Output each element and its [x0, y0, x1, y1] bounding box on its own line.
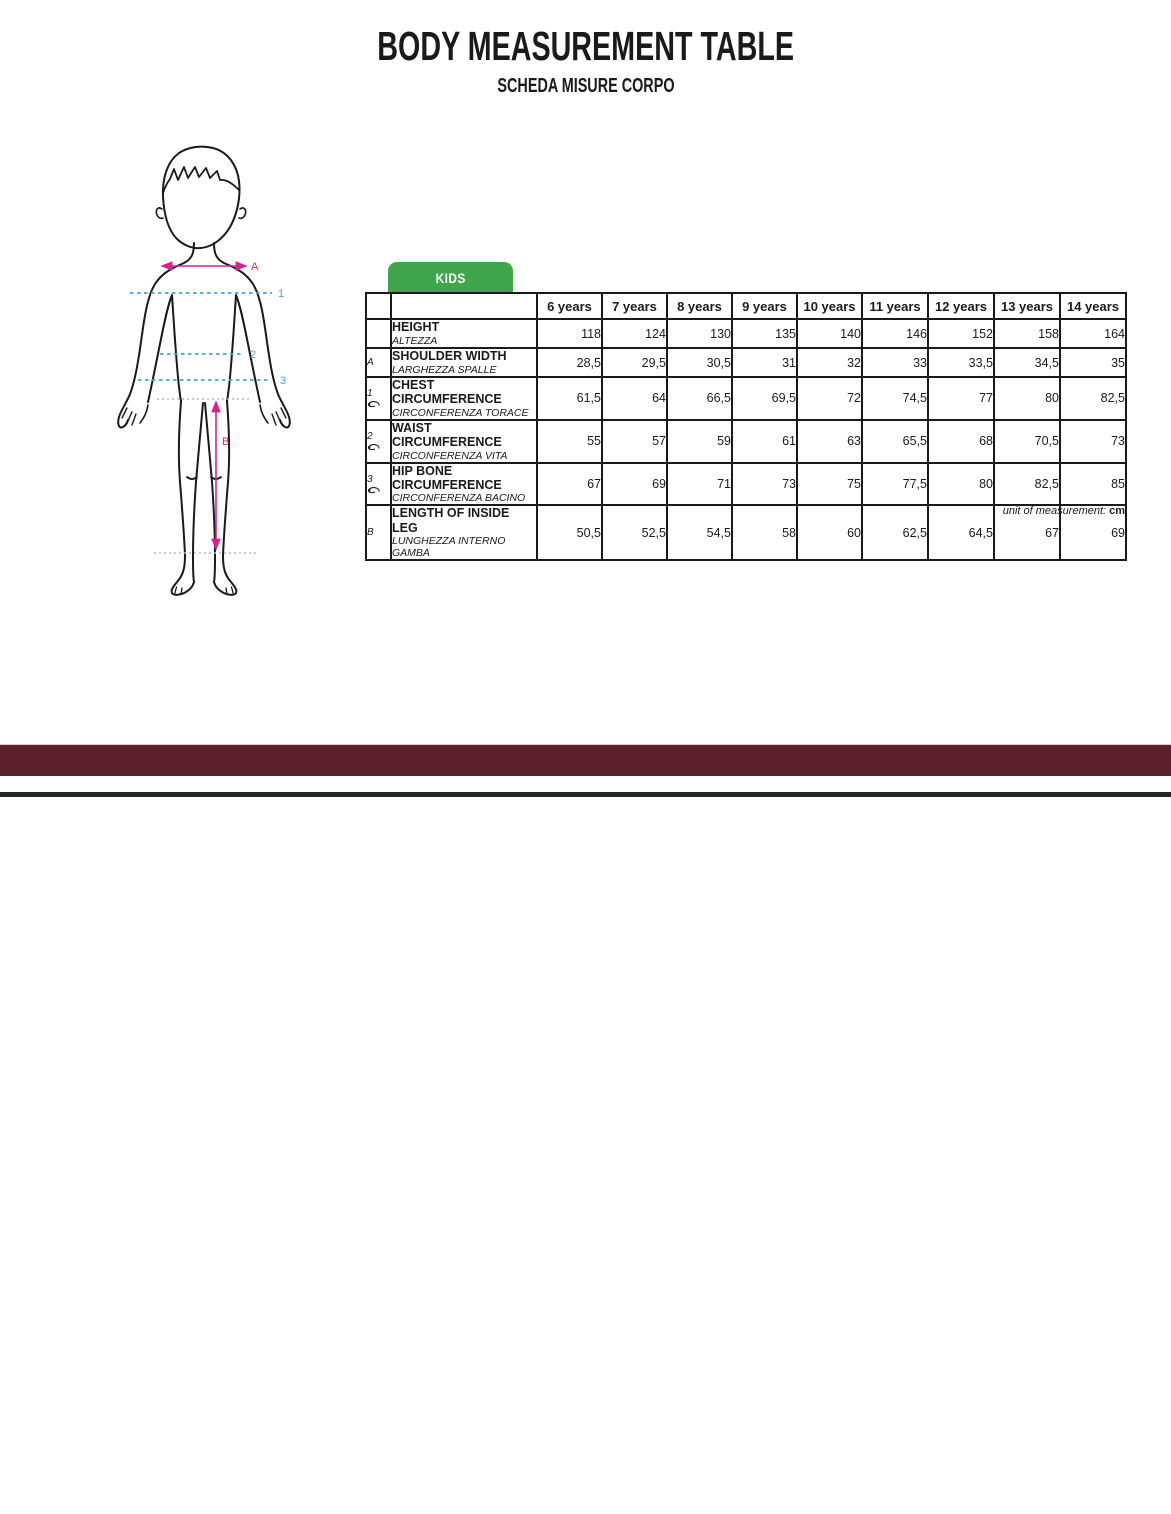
measurement-cell: 73: [732, 463, 797, 506]
row-label-cell: [391, 348, 537, 377]
row-marker: [366, 319, 391, 348]
measurement-cell: 74,5: [862, 377, 928, 420]
row-marker: [366, 377, 391, 420]
row-label-en: WAIST CIRCUMFERENCE: [392, 420, 502, 450]
row-marker-number: 2: [367, 430, 373, 442]
row-marker: B: [366, 505, 391, 560]
column-header: 9 years: [732, 293, 797, 319]
unit-of-measurement-note: [365, 505, 1125, 517]
label-2: 2: [250, 349, 257, 361]
row-label-cell: [391, 463, 537, 506]
measurement-cell: 77: [928, 377, 994, 420]
table-header-row: [366, 293, 1126, 319]
measurement-cell: 34,5: [994, 348, 1060, 377]
footer-brand-bar: [0, 744, 1171, 776]
measurement-cell: 64,5: [928, 505, 994, 560]
measurement-cell: 69: [1060, 505, 1126, 560]
measurement-cell: 59: [667, 420, 732, 463]
measurement-cell: 68: [928, 420, 994, 463]
body-figure: [95, 135, 325, 615]
column-header: 8 years: [667, 293, 732, 319]
measurement-cell: 75: [797, 463, 862, 506]
measurement-cell: 29,5: [602, 348, 667, 377]
row-marker: A: [366, 348, 391, 377]
header-marker-col: [366, 293, 391, 319]
measurement-cell: 55: [537, 420, 602, 463]
girth-arrow-icon: [367, 400, 381, 408]
row-marker-number: 1: [367, 387, 373, 399]
table-row-height: [366, 319, 1126, 348]
measurement-cell: 67: [994, 505, 1060, 560]
column-header: 6 years: [537, 293, 602, 319]
row-label-cell: [391, 319, 537, 348]
measurement-cell: 64: [602, 377, 667, 420]
column-header: 11 years: [862, 293, 928, 319]
bottom-page-edge: [0, 792, 1171, 797]
page-subheader: [0, 76, 1171, 97]
measurement-cell: 32: [797, 348, 862, 377]
unit-note-text: unit of measurement:: [1002, 505, 1107, 517]
row-label-en: LENGTH OF INSIDE LEG: [392, 506, 510, 535]
measurement-cell: 158: [994, 319, 1060, 348]
row-label-it: CIRCONFERENZA TORACE: [392, 406, 529, 419]
measurement-cell: 69,5: [732, 377, 797, 420]
row-label-it: CIRCONFERENZA VITA: [392, 449, 508, 462]
measurement-cell: 152: [928, 319, 994, 348]
column-header: 14 years: [1060, 293, 1126, 319]
row-marker-number: 3: [367, 473, 373, 485]
measurement-cell: 60: [797, 505, 862, 560]
label-B: B: [222, 436, 230, 448]
page-subtitle: SCHEDA MISURE CORPO: [496, 75, 675, 97]
row-label-en: HIP BONE CIRCUMFERENCE: [392, 463, 502, 492]
measurement-cell: 69: [602, 463, 667, 506]
measurement-cell: 164: [1060, 319, 1126, 348]
hair-fringe: [163, 167, 239, 193]
row-label-en: HEIGHT: [392, 320, 440, 335]
label-1: 1: [278, 288, 285, 300]
table-row-chest: [366, 377, 1126, 420]
head-outline: [163, 147, 240, 249]
measurement-cell: 61: [732, 420, 797, 463]
measurement-cell: 135: [732, 319, 797, 348]
right-ear: [239, 208, 246, 218]
page-header: [0, 23, 1171, 69]
tab-kids[interactable]: [388, 262, 513, 293]
body-measurement-table: [365, 292, 1127, 561]
row-label-it: ALTEZZA: [392, 334, 438, 347]
measurement-cell: 33: [862, 348, 928, 377]
measurement-cell: 52,5: [602, 505, 667, 560]
row-label-en: SHOULDER WIDTH: [392, 349, 507, 364]
girth-arrow-icon: [367, 443, 381, 451]
measurement-cell: 130: [667, 319, 732, 348]
column-header: 13 years: [994, 293, 1060, 319]
measurement-cell: 63: [797, 420, 862, 463]
measurement-cell: 57: [602, 420, 667, 463]
measurement-cell: 80: [994, 377, 1060, 420]
measurement-cell: 58: [732, 505, 797, 560]
measurement-cell: 82,5: [994, 463, 1060, 506]
measurement-cell: 71: [667, 463, 732, 506]
table-row-shoulder-width: [366, 348, 1126, 377]
measurement-cell: 124: [602, 319, 667, 348]
measurement-cell: 35: [1060, 348, 1126, 377]
measurement-cell: 77,5: [862, 463, 928, 506]
column-header: 12 years: [928, 293, 994, 319]
row-label-cell: [391, 420, 537, 463]
child-outline: [118, 147, 290, 595]
header-label-col: [391, 293, 537, 319]
measurement-cell: 67: [537, 463, 602, 506]
row-label-cell: [391, 377, 537, 420]
label-3: 3: [280, 375, 287, 387]
page-title: BODY MEASUREMENT TABLE: [377, 23, 794, 69]
measurement-cell: 50,5: [537, 505, 602, 560]
measurement-cell: 73: [1060, 420, 1126, 463]
tab-kids-label: KIDS: [435, 269, 466, 286]
measurement-cell: 118: [537, 319, 602, 348]
measurement-cell: 66,5: [667, 377, 732, 420]
left-ear: [156, 208, 163, 218]
row-marker: [366, 463, 391, 506]
row-label-it: CIRCONFERENZA BACINO: [392, 492, 526, 505]
measurement-cell: 31: [732, 348, 797, 377]
measurement-cell: 72: [797, 377, 862, 420]
measurement-cell: 82,5: [1060, 377, 1126, 420]
unit-note-unit: cm: [1109, 505, 1125, 517]
measurement-cell: 146: [862, 319, 928, 348]
measurement-cell: 62,5: [862, 505, 928, 560]
measurement-cell: 65,5: [862, 420, 928, 463]
measurement-cell: 140: [797, 319, 862, 348]
row-label-it: LARGHEZZA SPALLE: [392, 363, 497, 376]
measurement-cell: 28,5: [537, 348, 602, 377]
measurement-cell: 30,5: [667, 348, 732, 377]
table-row-hip: [366, 463, 1126, 506]
label-A: A: [251, 261, 259, 273]
measurement-cell: 54,5: [667, 505, 732, 560]
column-header: 10 years: [797, 293, 862, 319]
row-marker: [366, 420, 391, 463]
measurement-cell: 80: [928, 463, 994, 506]
girth-arrow-icon: [367, 486, 381, 494]
measurement-guides: [130, 261, 286, 553]
measurement-cell: 61,5: [537, 377, 602, 420]
measurement-cell: 33,5: [928, 348, 994, 377]
table-row-waist: [366, 420, 1126, 463]
row-label-it: LUNGHEZZA INTERNO GAMBA: [392, 535, 506, 560]
row-label-en: CHEST CIRCUMFERENCE: [392, 378, 502, 407]
body-figure-drawing: [95, 135, 325, 615]
seagull-logo-icon: [985, 1496, 1115, 1514]
measurement-cell: 85: [1060, 463, 1126, 506]
measurement-cell: 70,5: [994, 420, 1060, 463]
column-header: 7 years: [602, 293, 667, 319]
